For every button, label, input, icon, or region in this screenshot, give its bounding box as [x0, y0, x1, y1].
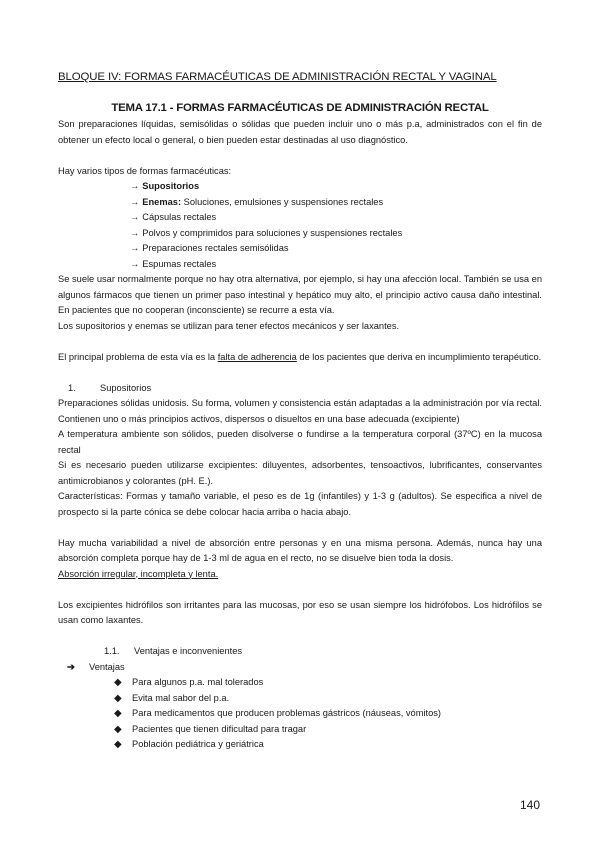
types-intro: Hay varios tipos de formas farmacéuticas: [58, 165, 232, 176]
absorption-paragraph: Hay mucha variabilidad a nivel de absorción entre personas y en una misma persona. Además, nunca hay una absorción completa porque hay de 1-3 ml de agua en el recto, no se disuelve bien toda la dosis. [58, 537, 542, 563]
arrow-icon: → [130, 258, 140, 269]
via-paragraph: Se suele usar normalmente porque no hay otra alternativa, por ejemplo, si hay una afección local. También se usa en algunos fármacos que tienen un primer paso intestinal y hepático muy alto, el principio activo causa daño intestinal. En pacientes que no cooperan (inconsciente) se recurre a esta vía. [58, 274, 542, 315]
intro-paragraph: Son preparaciones líquidas, semisólidas o sólidas que pueden incluir uno o más p.a, administrados con el fin de obtener un efecto local o general, o bien pueden estar destinadas al uso diagnóstico. [58, 119, 542, 145]
arrow-icon: → [130, 227, 140, 238]
arrow-icon: → [130, 212, 140, 222]
ventajas-heading: ➔ Ventajas [67, 660, 542, 676]
arrow-icon: → [130, 196, 140, 207]
type-item: → Cápsulas rectales [130, 212, 217, 222]
page-number: 140 [520, 798, 541, 812]
supositorio-definition: Preparaciones sólidas unidosis. Su forma, volumen y consistencia están adaptadas a la administración por vía rectal. Contienen uno o más principios activos, dispersos o disueltos en una base adecuada (excipiente) [58, 398, 542, 424]
list-item: ◆ Para algunos p.a. mal tolerados [114, 675, 542, 691]
list-item: ◆ Para medicamentos que producen problemas gástricos (náuseas, vómitos) [114, 706, 542, 722]
excipients-paragraph: Los excipientes hidrófilos son irritantes para las mucosas, por eso se usan siempre los hidrófobos. Los hidrófilos se usan como laxantes. [58, 599, 542, 625]
mechanical-paragraph: Los supositorios y enemas se utilizan para tener efectos mecánicos y ser laxantes. [58, 320, 400, 331]
supositorio-characteristics: Características: Formas y tamaño variable, el peso es de 1g (infantiles) y 1-3 g (adultos). Se especifica a nivel de prospecto si la parte cónica se debe colocar hacia arriba o hacia abajo. [58, 491, 542, 517]
diamond-bullet-icon: ◆ [114, 708, 122, 719]
document-page [58, 70, 542, 753]
ventajas-list [114, 675, 542, 753]
type-item: → Supositorios [130, 181, 200, 191]
diamond-bullet-icon: ◆ [114, 739, 122, 750]
problem-paragraph: El principal problema de esta vía es la falta de adherencia de los pacientes que deriva en incumplimiento terapéutico. [58, 351, 542, 362]
diamond-bullet-icon: ◆ [114, 723, 122, 735]
type-item: → Polvos y comprimidos para soluciones y suspensiones rectales [130, 227, 403, 238]
list-item: ◆ Evita mal sabor del p.a. [114, 691, 542, 707]
absorption-summary: Absorción irregular, incompleta y lenta. [58, 568, 219, 579]
section-heading-supositorios: 1. Supositorios [68, 382, 152, 393]
type-item: → Espumas rectales [130, 258, 217, 269]
supositorio-excipients: Si es necesario pueden utilizarse excipientes: diluyentes, adsorbentes, tensoactivos, lubrificantes, conservantes antimicrobianos y colorantes (pH. E.). [58, 460, 542, 486]
tema-title: TEMA 17.1 - FORMAS FARMACÉUTICAS DE ADMINISTRACIÓN RECTAL [111, 101, 489, 114]
type-item: → Preparaciones rectales semisólidas [130, 243, 289, 253]
arrow-right-icon: ➔ [67, 661, 75, 672]
section-heading-ventajas: 1.1. Ventajas e inconvenientes [104, 646, 243, 656]
list-item: ◆ Pacientes que tienen dificultad para tragar [114, 722, 542, 738]
arrow-icon: → [130, 181, 140, 191]
list-item: ◆ Población pediátrica y geriátrica [114, 737, 542, 753]
arrow-icon: → [130, 243, 140, 253]
bloque-title: BLOQUE IV: FORMAS FARMACÉUTICAS DE ADMINISTRACIÓN RECTAL Y VAGINAL [58, 71, 497, 83]
adherence-term: falta de adherencia [217, 351, 297, 362]
type-item: → Enemas: Soluciones, emulsiones y suspensiones rectales [130, 196, 384, 207]
diamond-bullet-icon: ◆ [114, 677, 122, 688]
types-list [130, 179, 542, 272]
supositorio-temperature: A temperatura ambiente son sólidos, pueden disolverse o fundirse a la temperatura corporal (37ºC) en la mucosa rectal [58, 429, 542, 455]
diamond-bullet-icon: ◆ [114, 692, 122, 704]
